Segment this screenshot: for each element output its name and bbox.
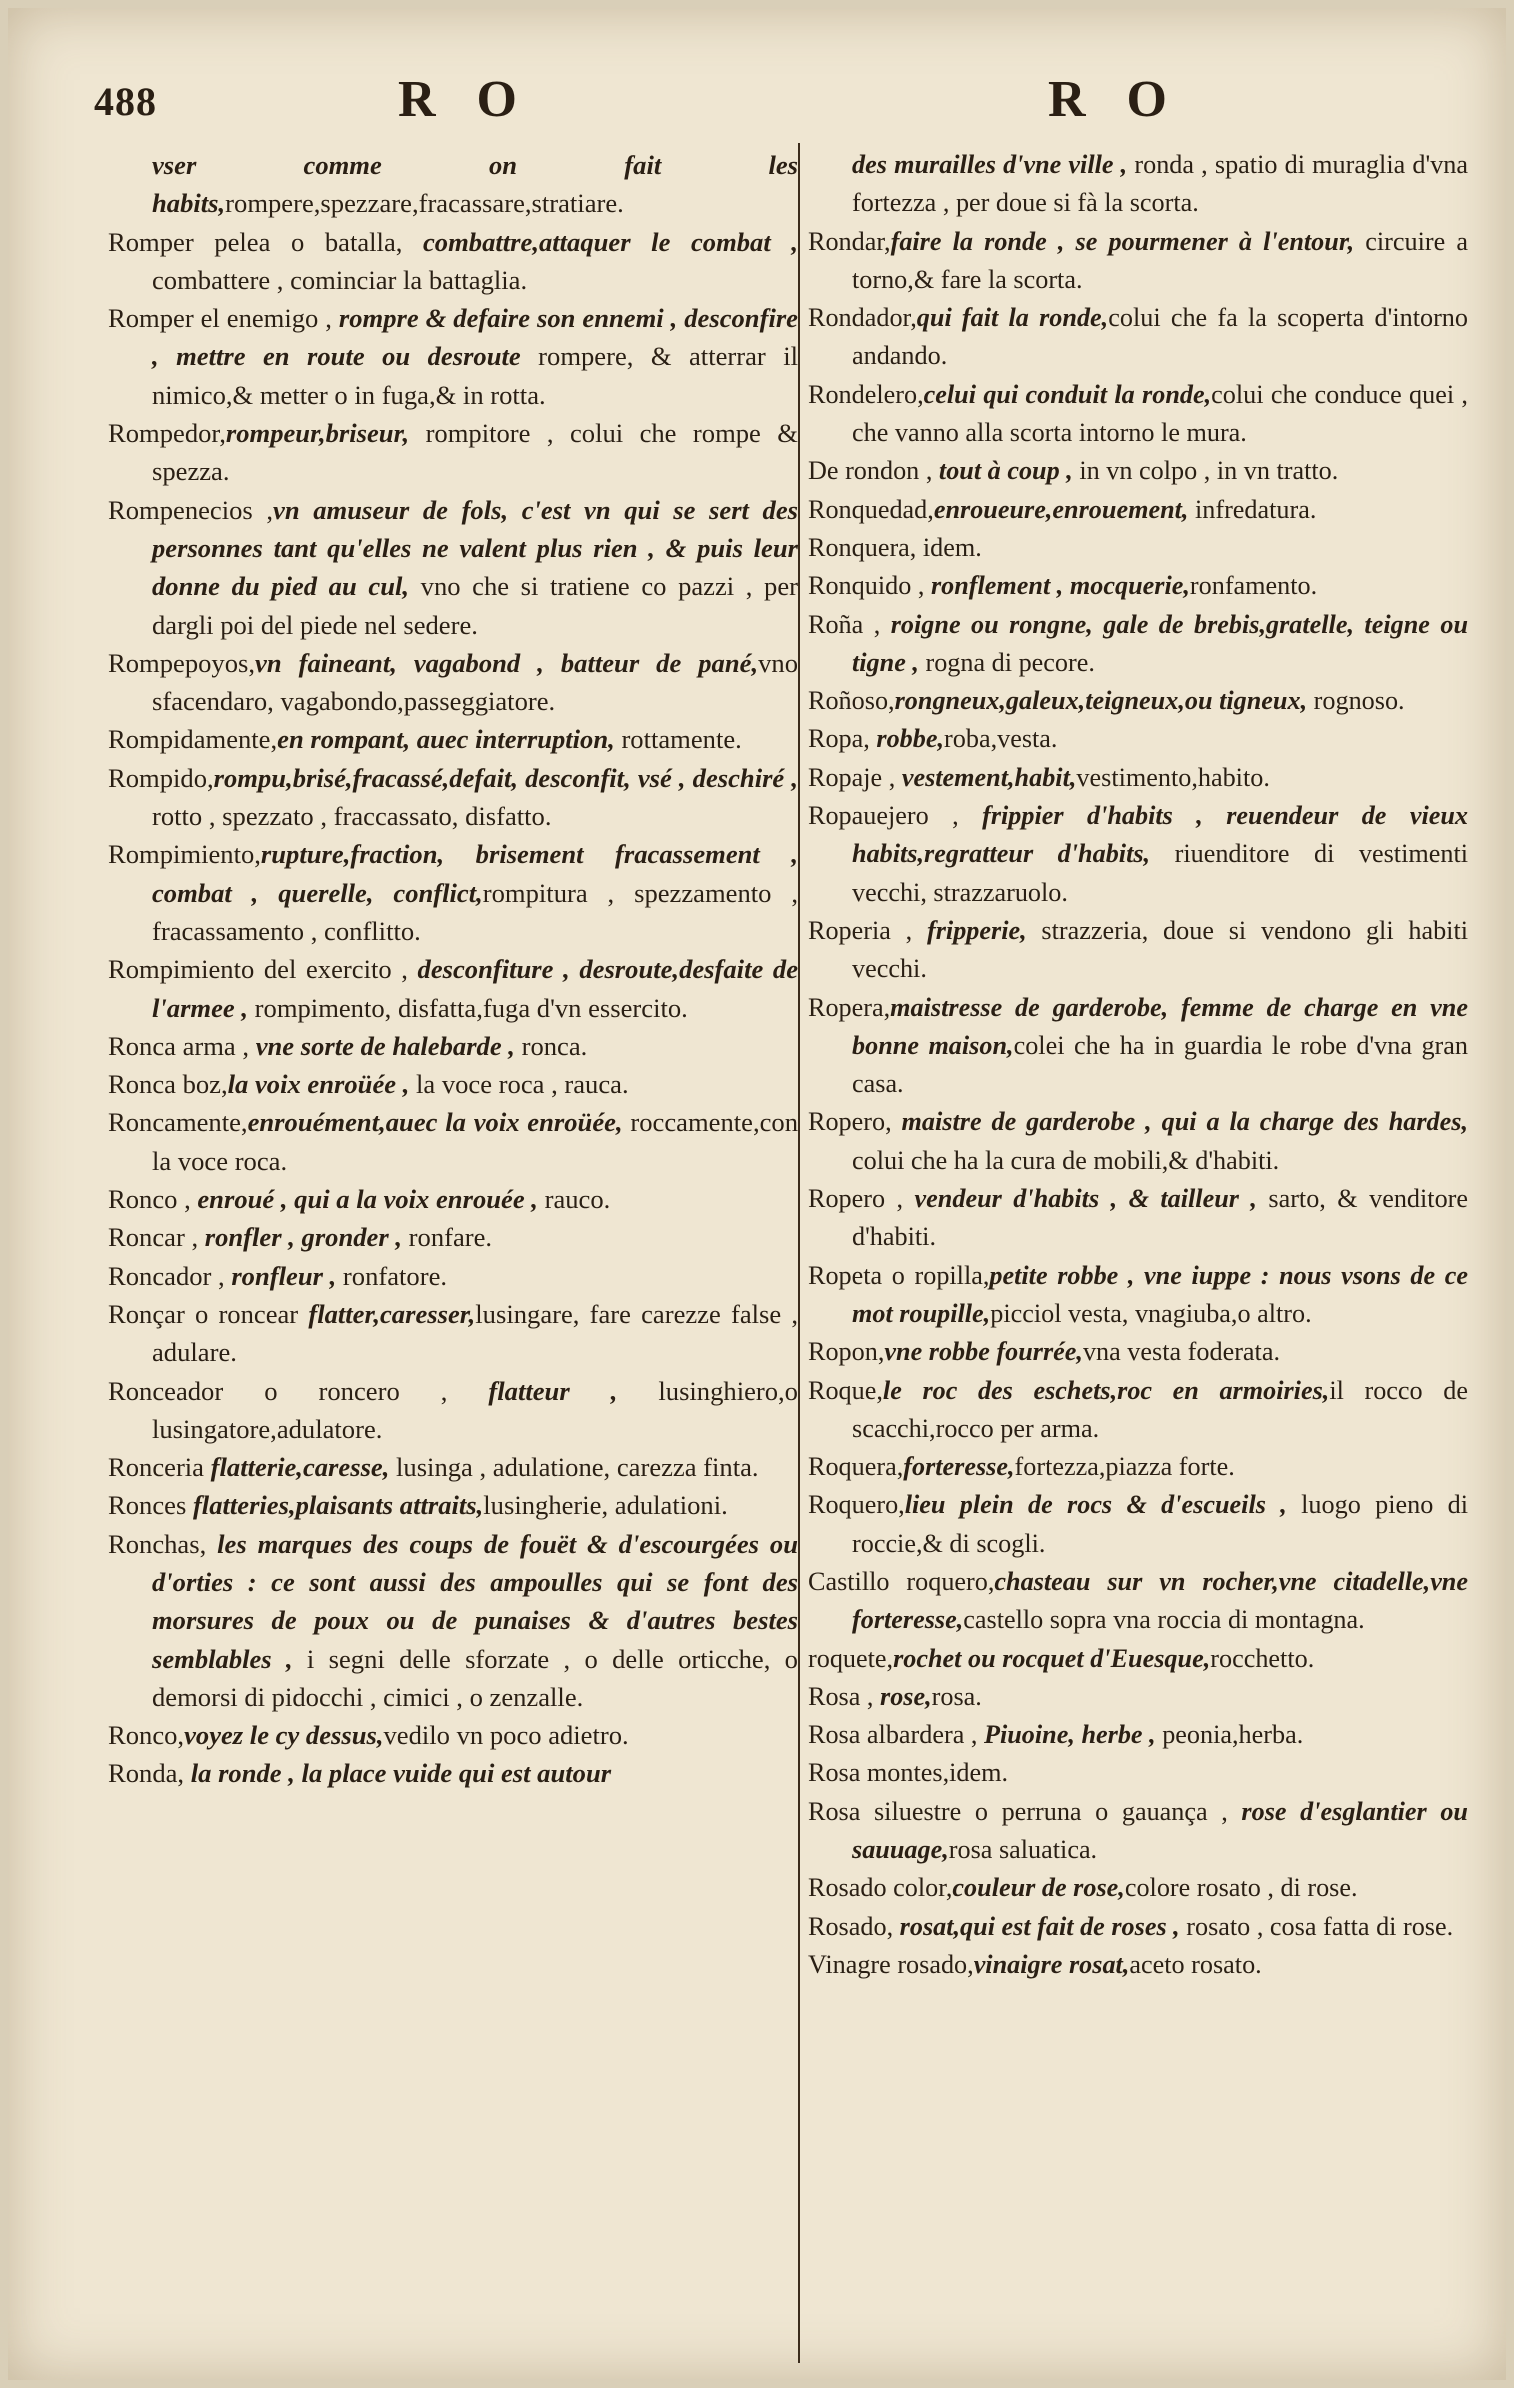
dictionary-entry <box>108 950 798 1027</box>
entry-french-gloss: rochet ou rocquet d'Euesque, <box>893 1643 1211 1673</box>
entry-italian-gloss: rompitore , colui che rompe & spezza. <box>152 418 798 487</box>
entry-french-gloss: ronfler , gronder , <box>198 1222 403 1253</box>
dictionary-entry <box>108 223 798 300</box>
dictionary-entry <box>108 299 798 414</box>
right-column <box>808 146 1468 1984</box>
entry-italian-gloss: i segni delle sforzate , o delle orticche, o demorsi di pidocchi , cimici , o zenzalle. <box>152 1643 798 1712</box>
entry-italian-gloss: strazzeria, doue si vendono gli habiti vecchi. <box>852 915 1469 984</box>
entry-french-gloss: chasteau sur vn rocher,vne citadelle,vne forteresse, <box>852 1566 1468 1635</box>
dictionary-entry <box>808 376 1468 453</box>
entry-italian-gloss: fortezza,piazza forte. <box>1014 1452 1235 1482</box>
entry-french-gloss: rongneux,galeux,teigneux,ou tigneux, <box>894 686 1308 716</box>
entry-italian-gloss: rompere,spezzare,fracassare,stratiare. <box>225 188 624 219</box>
entry-french-gloss: rose d'esglantier ou sauuage, <box>852 1796 1468 1865</box>
entry-french-gloss: faire la ronde , se pourmener à l'entour, <box>890 226 1355 256</box>
dictionary-entry <box>808 1257 1468 1334</box>
entry-french-gloss: combattre,attaquer le combat , <box>402 226 798 257</box>
entry-italian-gloss: riuenditore di vestimenti vecchi, strazzaruolo. <box>852 839 1468 907</box>
entry-french-gloss: les marques des coups de fouët & d'escourgées ou d'orties : ce sont aussi des ampoulles qui se font des morsures de poux ou de punaises & d'autres bestes semblables , <box>152 1528 798 1674</box>
entry-french-gloss: vinaigre rosat, <box>973 1949 1130 1979</box>
entry-headword: Ropauejero , <box>808 801 959 831</box>
dictionary-entry <box>808 1180 1468 1257</box>
entry-headword: Romper el enemigo , <box>108 303 332 334</box>
column-divider <box>798 143 800 2363</box>
entry-italian-gloss: rompere, & atterrar il nimico,& metter o in fuga,& in rotta. <box>152 341 798 410</box>
entry-french-gloss: ronflement , mocquerie, <box>924 571 1190 601</box>
entry-italian-gloss: lusinga , adulatione, carezza finta. <box>389 1452 759 1483</box>
dictionary-entry <box>108 1372 798 1449</box>
dictionary-entry <box>108 1716 798 1754</box>
entry-italian-gloss: circuire a torno,& fare la scorta. <box>852 226 1468 294</box>
dictionary-entry <box>808 529 1468 567</box>
entry-italian-gloss: picciol vesta, vnagiuba,o altro. <box>990 1298 1312 1328</box>
entry-italian-gloss: in vn colpo , in vn tratto. <box>1072 456 1339 486</box>
dictionary-entry <box>108 835 798 950</box>
entry-italian-gloss: ronfamento. <box>1189 571 1318 601</box>
entry-italian-gloss: infredatura. <box>1188 494 1317 524</box>
dictionary-entry <box>108 1295 798 1372</box>
entry-headword: Ronquedad, <box>808 494 934 524</box>
entry-french-gloss: enroueure,enrouement, <box>933 494 1189 524</box>
entry-headword: Rondelero, <box>808 379 924 409</box>
entry-italian-gloss: colore rosato , di rose. <box>1124 1873 1358 1903</box>
dictionary-entry <box>108 1486 798 1524</box>
dictionary-entry <box>108 1065 798 1103</box>
entry-french-gloss: rompeur,briseur, <box>225 418 410 449</box>
entry-headword: Rosado color, <box>808 1873 953 1903</box>
page-header <box>8 70 1506 140</box>
dictionary-entry <box>108 1448 798 1486</box>
entry-headword: Ronco , <box>108 1184 191 1215</box>
entry-french-gloss: rupture,fraction, brisement fracassement , combat , querelle, conflict, <box>152 839 798 908</box>
entry-headword: Ronçar o roncear <box>108 1298 299 1329</box>
entry-french-gloss: Piuoine, herbe , <box>977 1720 1156 1750</box>
dictionary-entry <box>108 1754 798 1792</box>
entry-french-gloss: petite robbe , vne iuppe : nous vsons de ce mot roupille, <box>852 1260 1468 1328</box>
entry-italian-gloss: idem. <box>916 532 982 562</box>
entry-italian-gloss: rosa saluatica. <box>948 1835 1098 1865</box>
entry-italian-gloss: lusinghiero,o lusingatore,adulatore. <box>152 1375 798 1444</box>
entry-italian-gloss: la voce roca , rauca. <box>409 1069 629 1100</box>
entry-french-gloss: rosat,qui est fait de roses , <box>893 1911 1180 1941</box>
entry-headword: Rosa , <box>808 1681 874 1711</box>
entry-italian-gloss: colei che ha in guardia le robe d'vna gran casa. <box>852 1030 1468 1099</box>
dictionary-entry <box>108 414 798 491</box>
dictionary-entry <box>108 720 798 758</box>
dictionary-entry <box>808 1448 1468 1486</box>
entry-italian-gloss: vna vesta foderata. <box>1082 1337 1280 1367</box>
entry-french-gloss: flatterie,caresse, <box>204 1452 390 1483</box>
dictionary-entry <box>808 299 1468 376</box>
entry-french-gloss: tout à coup , <box>932 456 1073 486</box>
entry-headword: Roncar , <box>108 1222 199 1253</box>
entry-headword: Rompido, <box>108 762 214 793</box>
entry-headword: Roquera, <box>808 1452 904 1482</box>
entry-italian-gloss: sarto, & venditore d'habiti. <box>852 1184 1469 1252</box>
entry-headword: Rompimiento del exercito , <box>108 954 408 985</box>
entry-french-gloss: vne robbe fourrée, <box>884 1337 1083 1367</box>
dictionary-entry <box>808 1486 1468 1563</box>
dictionary-entry <box>808 1372 1468 1449</box>
dictionary-entry <box>808 1946 1468 1984</box>
entry-french-gloss: des murailles d'vne ville , <box>852 150 1128 179</box>
entry-headword: Rosa siluestre o perruna o gauança , <box>808 1796 1228 1826</box>
entry-italian-gloss: vno che si tratiene co pazzi , per dargli poi del piede nel sedere. <box>152 571 798 640</box>
entry-headword: Ronceador o roncero , <box>108 1375 448 1406</box>
entry-headword: Ronca boz, <box>108 1069 228 1100</box>
entry-italian-gloss: colui che ha la cura de mobili,& d'habiti. <box>852 1145 1280 1175</box>
entry-headword: Rompenecios , <box>108 494 274 525</box>
entry-italian-gloss: ronfare. <box>402 1222 493 1253</box>
dictionary-entry <box>808 223 1468 300</box>
dictionary-entry <box>808 1103 1468 1180</box>
entry-italian-gloss: luogo pieno di roccie,& di scogli. <box>852 1490 1469 1558</box>
entry-french-gloss: couleur de rose, <box>952 1873 1125 1903</box>
dictionary-entry <box>808 912 1468 989</box>
entry-italian-gloss: il rocco de scacchi,rocco per arma. <box>852 1375 1468 1443</box>
entry-headword: Ropaje , <box>808 762 896 792</box>
entry-headword: Roperia , <box>808 915 913 945</box>
entry-french-gloss: la ronde , la place vuide qui est autour <box>184 1758 612 1789</box>
entry-french-gloss: la voix enroüée , <box>227 1069 410 1100</box>
dictionary-entry <box>808 720 1468 758</box>
entry-french-gloss: ronfleur , <box>224 1260 337 1291</box>
dictionary-entry <box>808 606 1468 683</box>
entry-italian-gloss: lusingherie, adulationi. <box>483 1490 728 1521</box>
entry-italian-gloss: rompitura , spezzamento , fracassamento , conflitto. <box>152 877 798 946</box>
entry-headword: roquete, <box>808 1643 894 1673</box>
entry-italian-gloss: rogna di pecore. <box>918 647 1095 677</box>
entry-headword: Ronquido , <box>808 571 925 601</box>
entry-french-gloss: vser comme on fait les habits, <box>152 150 798 219</box>
entry-headword: Roña , <box>808 609 881 639</box>
entry-french-gloss: maistresse de garderobe, femme de charge en vne bonne maison, <box>852 992 1468 1060</box>
entry-french-gloss: rompu,brisé,fracassé,defait, desconfit, vsé , deschiré , <box>213 762 798 793</box>
dictionary-entry <box>808 1716 1468 1754</box>
entry-italian-gloss: ronda , spatio di muraglia d'vna fortezza , per doue si fà la scorta. <box>852 150 1469 218</box>
entry-french-gloss: vn faineant, vagabond , batteur de pané, <box>255 647 759 678</box>
entry-italian-gloss: lusingare, fare carezze false , adulare. <box>152 1298 798 1368</box>
entry-french-gloss: vendeur d'habits , & tailleur , <box>903 1184 1257 1214</box>
entry-french-gloss: en rompant, auec interruption, <box>277 724 615 755</box>
entry-italian-gloss: roccamente,con la voce roca. <box>152 1107 798 1176</box>
entry-italian-gloss: aceto rosato. <box>1129 1949 1262 1979</box>
entry-headword: Roque, <box>808 1375 883 1405</box>
entry-italian-gloss: rauco. <box>537 1184 611 1215</box>
dictionary-entry <box>108 644 798 721</box>
dictionary-entry <box>808 682 1468 720</box>
entry-headword: Ropon, <box>808 1337 885 1367</box>
dictionary-entry <box>108 491 798 644</box>
dictionary-entry <box>808 491 1468 529</box>
entry-headword: Ropera, <box>808 992 891 1022</box>
entry-headword: Ronca arma , <box>108 1030 250 1061</box>
entry-headword: Ronceria <box>108 1452 204 1483</box>
entry-headword: Vinagre rosado, <box>808 1949 974 1979</box>
entry-italian-gloss: rotto , spezzato , fraccassato, disfatto. <box>152 801 552 832</box>
dictionary-entry <box>808 1793 1468 1870</box>
entry-headword: Ropa, <box>808 724 870 754</box>
dictionary-entry <box>108 759 798 836</box>
entry-french-gloss: rose, <box>873 1681 932 1711</box>
entry-french-gloss: vestement,habit, <box>895 762 1077 792</box>
entry-french-gloss: roigne ou rongne, gale de brebis,gratelle, teigne ou tigne , <box>852 609 1469 677</box>
entry-french-gloss: flatteries,plaisants attraits, <box>186 1490 484 1521</box>
entry-french-gloss: enroué , qui a la voix enrouée , <box>190 1184 538 1215</box>
entry-italian-gloss: vno sfacendaro, vagabondo,passeggiatore. <box>152 647 798 717</box>
entry-headword: Rompidamente, <box>108 724 278 755</box>
entry-italian-gloss: colui che conduce quei , che vanno alla scorta intorno le mura. <box>852 379 1468 448</box>
dictionary-entry <box>808 1908 1468 1946</box>
entry-french-gloss: flatteur , <box>447 1375 618 1406</box>
entry-headword: Roncador , <box>108 1260 225 1291</box>
entry-french-gloss: vn amuseur de fols, c'est vn qui se sert des personnes tant qu'elles ne valent plus rien , & puis leur donne du pied au cul, <box>152 494 798 602</box>
entry-italian-gloss: vedilo vn poco adietro. <box>383 1720 629 1751</box>
entry-headword: Rompimiento, <box>108 839 261 870</box>
entry-french-gloss: le roc des eschets,roc en armoiries, <box>882 1375 1330 1405</box>
dictionary-entry <box>808 452 1468 490</box>
entry-headword: Rompepoyos, <box>108 647 256 678</box>
entry-headword: Rompedor, <box>108 418 226 449</box>
entry-headword: Ronda, <box>108 1758 185 1789</box>
dictionary-entry <box>808 797 1468 912</box>
entry-headword: Ronces <box>108 1490 187 1521</box>
entry-italian-gloss: vestimento,habito. <box>1076 762 1270 792</box>
entry-italian-gloss: rompimento, disfatta,fuga d'vn essercito. <box>248 992 688 1023</box>
entry-italian-gloss: rocchetto. <box>1210 1643 1315 1673</box>
entry-headword: Rondador, <box>808 303 917 333</box>
dictionary-entry <box>808 1869 1468 1907</box>
entry-headword: Rosa montes, <box>808 1758 950 1788</box>
entry-french-gloss: rompre & defaire son ennemi , desconfire , mettre en route ou desroute <box>152 303 798 372</box>
dictionary-entry <box>808 759 1468 797</box>
entry-headword: Roncamente, <box>108 1107 248 1138</box>
dictionary-entry <box>108 1525 798 1716</box>
entry-headword: Rondar, <box>808 226 891 256</box>
entry-french-gloss: lieu plein de rocs & d'escueils , <box>904 1490 1287 1520</box>
entry-french-gloss: fripperie, <box>912 915 1027 945</box>
entry-italian-gloss: roba,vesta. <box>944 724 1058 754</box>
entry-french-gloss: qui fait la ronde, <box>916 303 1109 333</box>
dictionary-entry <box>808 1563 1468 1640</box>
dictionary-entry <box>108 1218 798 1256</box>
entry-headword: Ronco, <box>108 1720 185 1751</box>
dictionary-entry <box>808 1333 1468 1371</box>
entry-headword: Ropero , <box>808 1184 904 1214</box>
entry-italian-gloss: combattere , cominciar la battaglia. <box>152 264 528 295</box>
dictionary-entry <box>108 1027 798 1065</box>
entry-french-gloss: robbe, <box>869 724 945 754</box>
running-head-right: R O <box>1048 71 1181 128</box>
entry-french-gloss: flatter,caresser, <box>298 1298 476 1329</box>
left-column <box>108 146 798 1793</box>
dictionary-page <box>8 8 1506 2380</box>
entry-french-gloss: desconfiture , desroute,desfaite de l'armee , <box>152 954 798 1023</box>
entry-headword: De rondon , <box>808 456 933 486</box>
entry-french-gloss: enrouément,auec la voix enroüée, <box>247 1107 623 1138</box>
dictionary-entry <box>808 1640 1468 1678</box>
entry-italian-gloss: colui che fa la scoperta d'intorno andando. <box>852 303 1468 371</box>
dictionary-entry <box>808 1754 1468 1792</box>
entry-headword: Roñoso, <box>808 686 895 716</box>
dictionary-entry <box>808 567 1468 605</box>
dictionary-entry <box>808 989 1468 1104</box>
entry-italian-gloss: rottamente. <box>614 724 742 755</box>
dictionary-entry <box>108 1257 798 1295</box>
running-head-left: R O <box>398 71 531 128</box>
entry-headword: Ronchas, <box>108 1528 207 1559</box>
dictionary-entry <box>108 1180 798 1218</box>
entry-french-gloss: forteresse, <box>903 1452 1015 1482</box>
entry-french-gloss: vne sorte de halebarde , <box>249 1030 515 1061</box>
dictionary-entry <box>808 146 1468 223</box>
entry-italian-gloss: peonia,herba. <box>1155 1720 1304 1750</box>
entry-headword: Ronquera, <box>808 532 917 562</box>
entry-italian-gloss: rosato , cosa fatta di rose. <box>1179 1911 1454 1941</box>
entry-headword: Ropeta o ropilla, <box>808 1260 990 1290</box>
entry-headword: Roquero, <box>808 1490 905 1520</box>
entry-italian-gloss: ronca. <box>514 1030 588 1061</box>
entry-headword: Castillo roquero, <box>808 1566 995 1596</box>
entry-french-gloss: frippier d'habits , reuendeur de vieux habits,regratteur d'habits, <box>852 801 1469 869</box>
dictionary-entry <box>808 1678 1468 1716</box>
dictionary-entry <box>108 1103 798 1180</box>
entry-headword: Rosa albardera , <box>808 1720 978 1750</box>
dictionary-entry <box>108 146 798 223</box>
entry-french-gloss: maistre de garderobe , qui a la charge des hardes, <box>891 1107 1468 1137</box>
entry-italian-gloss: rognoso. <box>1307 686 1405 716</box>
entry-italian-gloss: rosa. <box>931 1681 982 1711</box>
entry-italian-gloss: castello sopra vna roccia di montagna. <box>963 1605 1365 1635</box>
entry-headword: Rosado, <box>808 1911 894 1941</box>
page-number: 488 <box>94 79 157 124</box>
entry-headword: Ropero, <box>808 1107 892 1137</box>
entry-headword: Romper pelea o batalla, <box>108 226 403 257</box>
entry-french-gloss: voyez le cy dessus, <box>184 1720 384 1751</box>
entry-italian-gloss: ronfatore. <box>336 1260 448 1291</box>
entry-french-gloss: celui qui conduit la ronde, <box>923 379 1212 409</box>
entry-italian-gloss: idem. <box>949 1758 1009 1788</box>
